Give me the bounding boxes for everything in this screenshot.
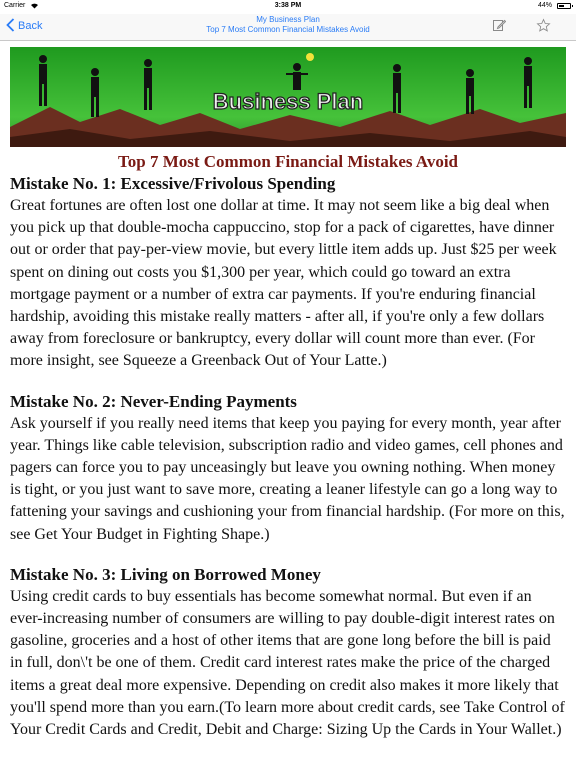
chevron-left-icon [6, 18, 15, 35]
business-plan-banner [10, 47, 566, 147]
article-title: Top 7 Most Common Financial Mistakes Avoid [117, 152, 459, 171]
nav-titles [150, 15, 426, 35]
section-body-1: Great fortunes are often lost one dollar at time. It may not seem like a big deal when you pick up that double-mocha cappuccino, stop for a pack of cigarettes, have dinner out or order that pay-per-view movie, but every little item adds up. Just $25 per week spent on dining out costs you $1,300 per year, which could go toward an extra mortgage payment or a number of extra car payments. If you're enduring financial hardship, avoiding this mistake really matters - after all, if you're only a few dollars away from foreclosure or bankruptcy, every dollar will count more than ever. (For more insight, see Squeeze a Greenback Out of Your Latte.) [10, 197, 557, 370]
back-label: Back [18, 20, 43, 32]
section-body-2: Ask yourself if you really need items that keep you paying for every month, year after year. Things like cable television, subscription radio and video games, cell phones and pagers can force you to pay unceasingly but leave you owning nothing. When money is tight, or you just want to save more, creating a leaner lifestyle can go a long way to fattening your savings and cushioning your from financial hardship. (For more on this, see Get Your Budget in Fighting Shape.) [10, 414, 565, 543]
section-heading-1: Mistake No. 1: Excessive/Frivolous Spending [10, 174, 336, 193]
carrier-label: Carrier [4, 2, 26, 9]
battery-icon [557, 3, 571, 9]
status-bar [0, 0, 576, 14]
nav-title: My Business Plan [256, 15, 320, 24]
status-time: 3:38 PM [274, 2, 302, 9]
section-body-3: Using credit cards to buy essentials has become somewhat normal. But even if an ever-increasing number of consumers are willing to pay double-digit interest rates on gasoline, groceries and a host of other items that are gone long before the bill is paid in full, don\'t be one of them. Credit card interest rates make the price of the charged items a great deal more expensive. Depending on credit also makes it more likely that you'll spend more than you earn.(To learn more about credit cards, see Take Control of Your Credit Cards and Credit, Debit and Charge: Sizing Up the Cards in Your Wallet.) [10, 587, 565, 739]
section-heading-3: Mistake No. 3: Living on Borrowed Money [10, 564, 321, 584]
navigation-bar [0, 14, 576, 41]
section-heading-2: Mistake No. 2: Never-Ending Payments [10, 391, 297, 411]
battery-percent: 44% [537, 2, 552, 9]
back-button[interactable] [6, 16, 42, 36]
nav-subtitle: Top 7 Most Common Financial Mistakes Avoid [206, 25, 370, 34]
compose-icon[interactable] [492, 18, 508, 34]
banner-text: Business Plan [212, 89, 364, 114]
star-icon[interactable] [536, 18, 552, 34]
article-content [10, 151, 566, 741]
